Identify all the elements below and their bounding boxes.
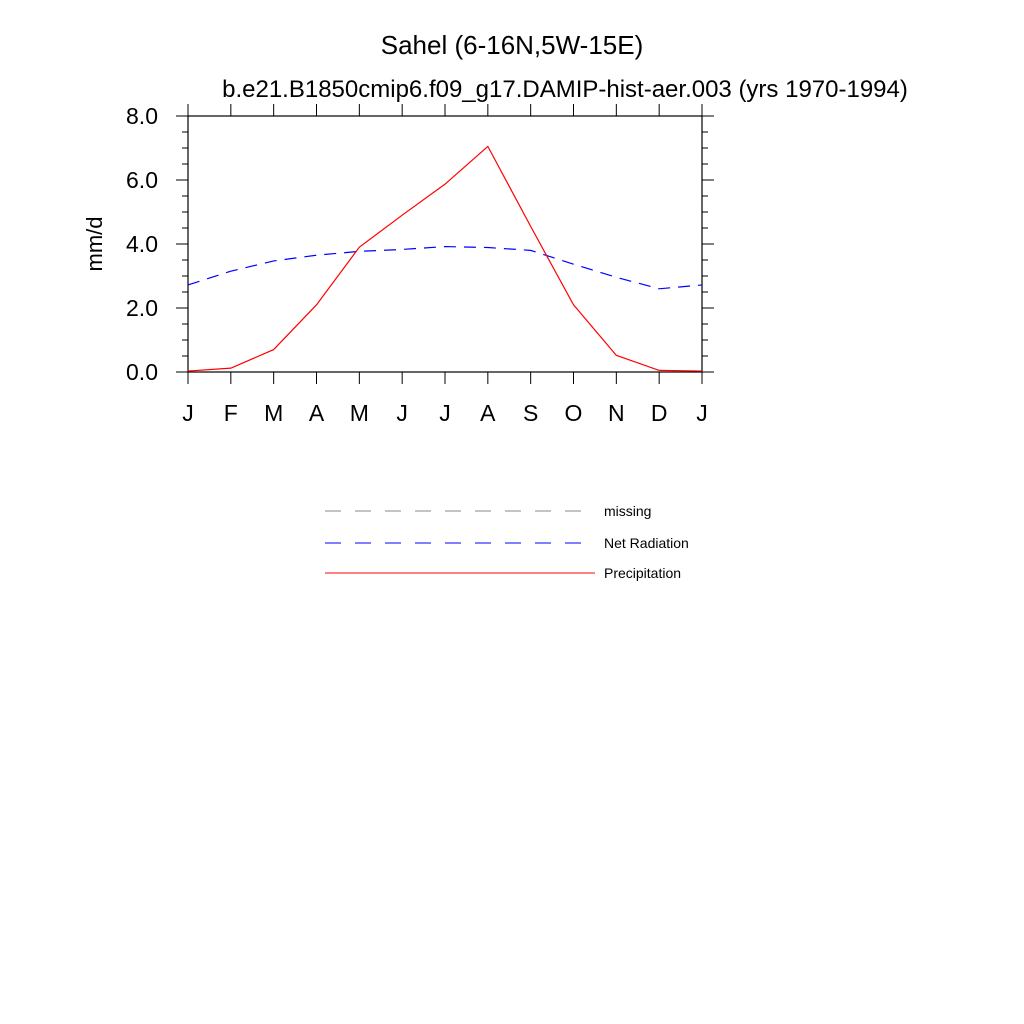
x-tick-label: A [480, 400, 496, 426]
y-tick-label: 8.0 [126, 103, 158, 129]
plot-area [126, 103, 714, 426]
y-tick-label: 4.0 [126, 231, 158, 257]
x-tick-label: J [182, 400, 194, 426]
x-tick-label: M [264, 400, 284, 426]
x-tick-label: J [439, 400, 451, 426]
x-tick-label: A [308, 400, 325, 426]
x-tick-label: J [696, 400, 708, 426]
chart-subtitle: b.e21.B1850cmip6.f09_g17.DAMIP-hist-aer.003 (yrs 1970-1994) [222, 76, 908, 103]
y-tick-label: 6.0 [126, 167, 158, 193]
x-tick-label: F [223, 400, 238, 426]
y-axis-label: mm/d [82, 216, 107, 272]
chart-title: Sahel (6-16N,5W-15E) [380, 30, 644, 60]
y-tick-label: 2.0 [126, 295, 158, 321]
x-tick-label: S [522, 400, 539, 426]
series-layer [188, 146, 702, 371]
series-line-precipitation [188, 146, 702, 371]
x-tick-label: O [564, 400, 583, 426]
x-tick-label: J [396, 400, 408, 426]
legend [325, 503, 689, 581]
plot-frame [188, 116, 702, 372]
y-tick-label: 0.0 [126, 359, 158, 385]
legend-label-net-radiation: Net Radiation [604, 535, 689, 551]
x-tick-label: D [650, 400, 668, 426]
x-tick-label: N [608, 400, 625, 426]
legend-label-missing: missing [604, 503, 652, 519]
series-line-net-radiation [188, 247, 702, 289]
x-tick-label: M [349, 400, 369, 426]
legend-label-precipitation: Precipitation [604, 565, 682, 581]
